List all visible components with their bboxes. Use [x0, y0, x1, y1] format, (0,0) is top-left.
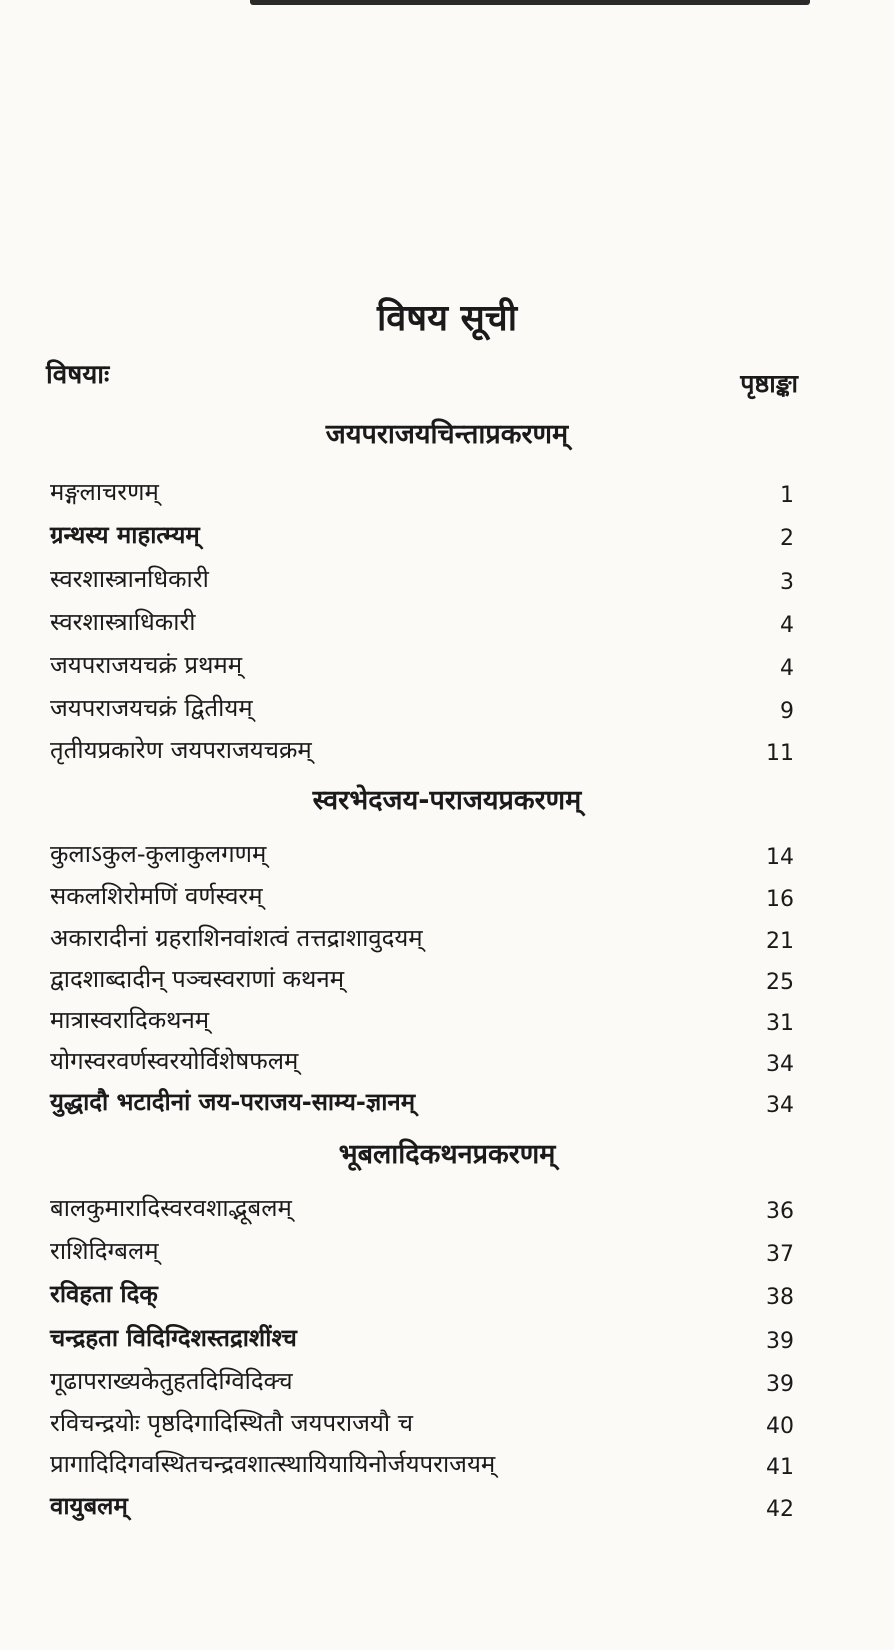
toc-entry: [0, 955, 894, 995]
section-heading-1: जयपराजयचिन्ताप्रकरणम्: [325, 419, 569, 450]
toc-entry: [0, 468, 894, 508]
toc-entry-title: रविहता दिक्: [50, 1280, 158, 1308]
toc-entry: [0, 1440, 894, 1480]
toc-entry: [0, 641, 894, 681]
toc-entry: [0, 598, 894, 638]
toc-entry-title: राशिदिग्बलम्: [50, 1237, 159, 1265]
section-heading-2: स्वरभेदजय-पराजयप्रकरणम्: [312, 785, 582, 816]
toc-entry-page: 21: [766, 929, 794, 954]
toc-entry: [0, 872, 894, 912]
toc-entry-title: ग्रन्थस्य माहात्म्यम्: [50, 521, 200, 549]
toc-entry: [0, 1357, 894, 1397]
toc-entry: [0, 1482, 894, 1522]
toc-entry: [0, 996, 894, 1036]
toc-entry-page: 9: [780, 699, 794, 724]
toc-entry: [0, 830, 894, 870]
toc-entry-title: जयपराजयचक्रं द्वितीयम्: [50, 694, 253, 722]
toc-entry: [0, 1184, 894, 1224]
toc-entry-title: रविचन्द्रयोः पृष्ठदिगादिस्थितौ जयपराजयौ च: [50, 1409, 413, 1437]
toc-entry-page: 36: [766, 1199, 794, 1224]
toc-entry-page: 37: [766, 1242, 794, 1267]
toc-entry-page: 34: [766, 1052, 794, 1077]
page-top-edge: [250, 0, 810, 5]
toc-entry-title: द्वादशाब्दादीन् पञ्चस्वराणां कथनम्: [50, 965, 345, 993]
toc-entry: [0, 511, 894, 551]
toc-entry-title: प्रागादिदिगवस्थितचन्द्रवशात्स्थायियायिनोर्जयपराजयम्: [50, 1450, 496, 1478]
toc-entry-page: 3: [780, 570, 794, 595]
toc-entry-title: मङ्गलाचरणम्: [50, 478, 159, 506]
toc-entry: [0, 1399, 894, 1439]
toc-entry: [0, 555, 894, 595]
toc-entry-page: 39: [766, 1372, 794, 1397]
section-heading-3: भूबलादिकथनप्रकरणम्: [338, 1139, 556, 1170]
toc-entry: [0, 726, 894, 766]
toc-entry-title: बालकुमारादिस्वरवशाद्भूबलम्: [50, 1194, 292, 1222]
toc-entry-page: 34: [766, 1093, 794, 1118]
toc-entry: [0, 1078, 894, 1118]
toc-entry-page: 39: [766, 1329, 794, 1354]
toc-entry-page: 11: [766, 741, 794, 766]
toc-entry-title: कुलाऽकुल-कुलाकुलगणम्: [50, 840, 267, 868]
toc-entry: [0, 1314, 894, 1354]
toc-entry-page: 25: [766, 970, 794, 995]
toc-entry: [0, 1270, 894, 1310]
toc-entry: [0, 914, 894, 954]
toc-entry: [0, 1227, 894, 1267]
page-title: विषय सूची: [376, 298, 518, 339]
toc-entry-title: युद्धादौ भटादीनां जय-पराजय-साम्य-ज्ञानम्: [50, 1088, 416, 1116]
toc-entry-title: चन्द्रहता विदिग्दिशस्तद्राशींश्च: [50, 1324, 297, 1352]
toc-entry-title: स्वरशास्त्राधिकारी: [50, 608, 196, 636]
toc-entry-page: 1: [780, 483, 794, 508]
toc-entry-page: 41: [766, 1455, 794, 1480]
toc-entry-title: मात्रास्वरादिकथनम्: [50, 1006, 210, 1034]
subjects-column-header: विषयाः: [46, 360, 110, 390]
toc-entry-title: तृतीयप्रकारेण जयपराजयचक्रम्: [50, 736, 312, 764]
toc-entry-page: 16: [766, 887, 794, 912]
toc-entry-title: अकारादीनां ग्रहराशिनवांशत्वं तत्तद्राशावुदयम्: [50, 924, 423, 952]
toc-entry-page: 38: [766, 1285, 794, 1310]
toc-entry-title: योगस्वरवर्णस्वरयोर्विशेषफलम्: [50, 1047, 299, 1075]
toc-entry: [0, 1037, 894, 1077]
toc-entry-page: 42: [766, 1497, 794, 1522]
toc-entry-page: 2: [780, 526, 794, 551]
toc-entry-page: 4: [780, 656, 794, 681]
toc-entry: [0, 684, 894, 724]
toc-entry-title: स्वरशास्त्रानधिकारी: [50, 565, 209, 593]
toc-entry-page: 4: [780, 613, 794, 638]
toc-entry-title: जयपराजयचक्रं प्रथमम्: [50, 651, 243, 679]
page-number-column-header: पृष्ठाङ्का: [740, 369, 798, 398]
toc-entry-title: सकलशिरोमणिं वर्णस्वरम्: [50, 882, 263, 910]
toc-entry-title: वायुबलम्: [50, 1492, 128, 1520]
toc-entry-page: 40: [766, 1414, 794, 1439]
toc-entry-title: गूढापराख्यकेतुहतदिग्विदिक्च: [50, 1367, 293, 1395]
toc-entry-page: 14: [766, 845, 794, 870]
toc-entry-page: 31: [766, 1011, 794, 1036]
